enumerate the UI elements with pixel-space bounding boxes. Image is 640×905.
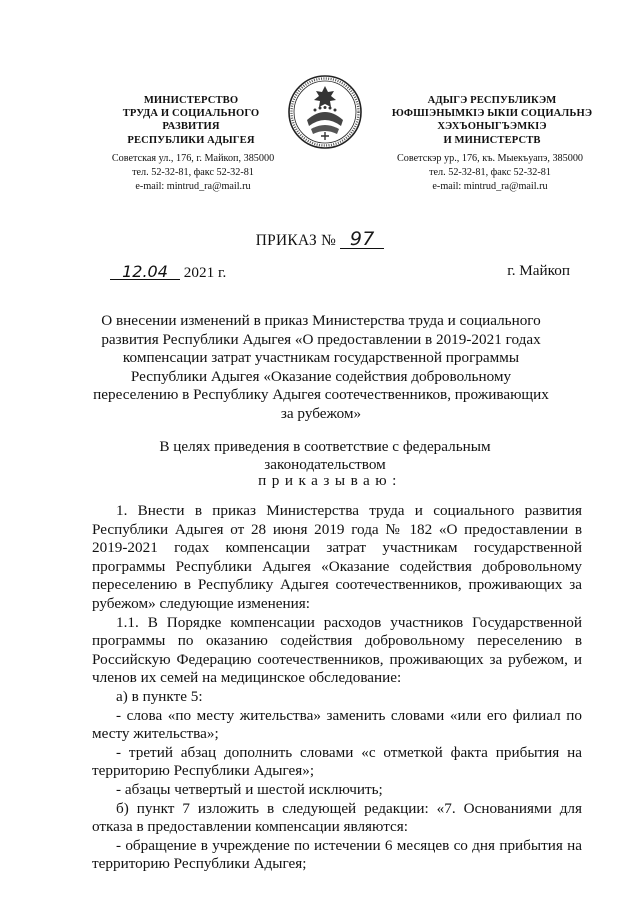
phone-fax: тел. 52-32-81, факс 52-32-81: [429, 167, 551, 179]
order-title-label: ПРИКАЗ №: [255, 232, 337, 249]
order-city: г. Майкоп: [507, 262, 570, 279]
order-number-handwritten: 97: [340, 228, 384, 250]
body-paragraph: - третий абзац дополнить словами «с отметкой факта прибытия на территорию Республики Адыгея»;: [92, 743, 582, 780]
header-line: ЮФШІЭНЫМКІЭ ЫКІИ СОЦИАЛЬНЭ: [391, 108, 593, 120]
decree-word: приказываю:: [258, 472, 402, 489]
body-paragraph: - слова «по месту жительства» заменить словами «или его филиал по месту жительства»;: [92, 706, 582, 743]
order-preamble: В целях приведения в соответствие с федеральным законодательством: [159, 438, 491, 473]
header-line: АДЫГЭ РЕСПУБЛИКЭМ: [427, 95, 557, 106]
order-title: [200, 228, 440, 250]
ministry-address-adyghe: [380, 152, 600, 193]
email-address: e-mail: mintrud_ra@mail.ru: [432, 180, 548, 192]
ministry-name-adyghe: [388, 94, 596, 147]
email-address: e-mail: mintrud_ra@mail.ru: [135, 180, 251, 192]
phone-fax: тел. 52-32-81, факс 52-32-81: [132, 167, 254, 179]
coat-of-arms-icon: [287, 74, 363, 150]
body-paragraph: 1. Внести в приказ Министерства труда и социального развития Республики Адыгея от 28 июня 2019 года № 182 «О предоставлении в 2019-2021 годах компенсации затрат участникам государственной программы Республики Адыгея «Оказание содействия добровольному переселению в Республику Адыгея соотечественников, проживающих за рубежом» следующие изменения:: [92, 502, 582, 612]
header-line: И МИНИСТЕРСТВ: [443, 134, 541, 146]
body-paragraph: - обращение в учреждение по истечении 6 месяцев со дня прибытия на территорию Республики Адыгея;: [92, 836, 582, 873]
header-line: ТРУДА И СОЦИАЛЬНОГО: [122, 108, 260, 120]
order-year: 2021 г.: [183, 264, 227, 281]
header-line: МИНИСТЕРСТВО: [143, 95, 239, 106]
order-subject: О внесении изменений в приказ Министерства труда и социального развития Республики Адыгея «О предоставлении в 2019-2021 годах компенсации затрат участникам государственной программы Республики Адыгея «Оказание содействия добровольному переселению в Республику Адыгея соотечественников, проживающих за рубежом»: [93, 312, 549, 422]
body-paragraph: б) пункт 7 изложить в следующей редакции: «7. Основаниями для отказа в предоставлении компенсации являются:: [92, 799, 582, 836]
postal-address: Советская ул., 176, г. Майкоп, 385000: [111, 153, 275, 164]
order-date-line: [110, 262, 570, 282]
body-paragraph: - абзацы четвертый и шестой исключить;: [116, 780, 383, 798]
body-paragraph: 1.1. В Порядке компенсации расходов участников Государственной программы по оказанию содействия добровольному переселению в Российскую Федерацию соотечественников, проживающих за рубежом, и членов их семей на медицинское обследование:: [92, 613, 582, 687]
header-line: РЕСПУБЛИКИ АДЫГЕЯ: [127, 134, 255, 146]
postal-address: Советскэр ур., 176, къ. Мыекъуапэ, 385000: [396, 153, 584, 164]
body-paragraph: а) в пункте 5:: [116, 687, 203, 705]
order-body: [92, 502, 582, 874]
ministry-name-russian: [80, 94, 302, 147]
order-date-handwritten: 12.04: [110, 262, 180, 281]
header-line: ХЭХЪОНЫГЪЭМКІЭ: [437, 121, 547, 133]
ministry-address-russian: [84, 152, 302, 193]
header-line: РАЗВИТИЯ: [162, 121, 220, 133]
